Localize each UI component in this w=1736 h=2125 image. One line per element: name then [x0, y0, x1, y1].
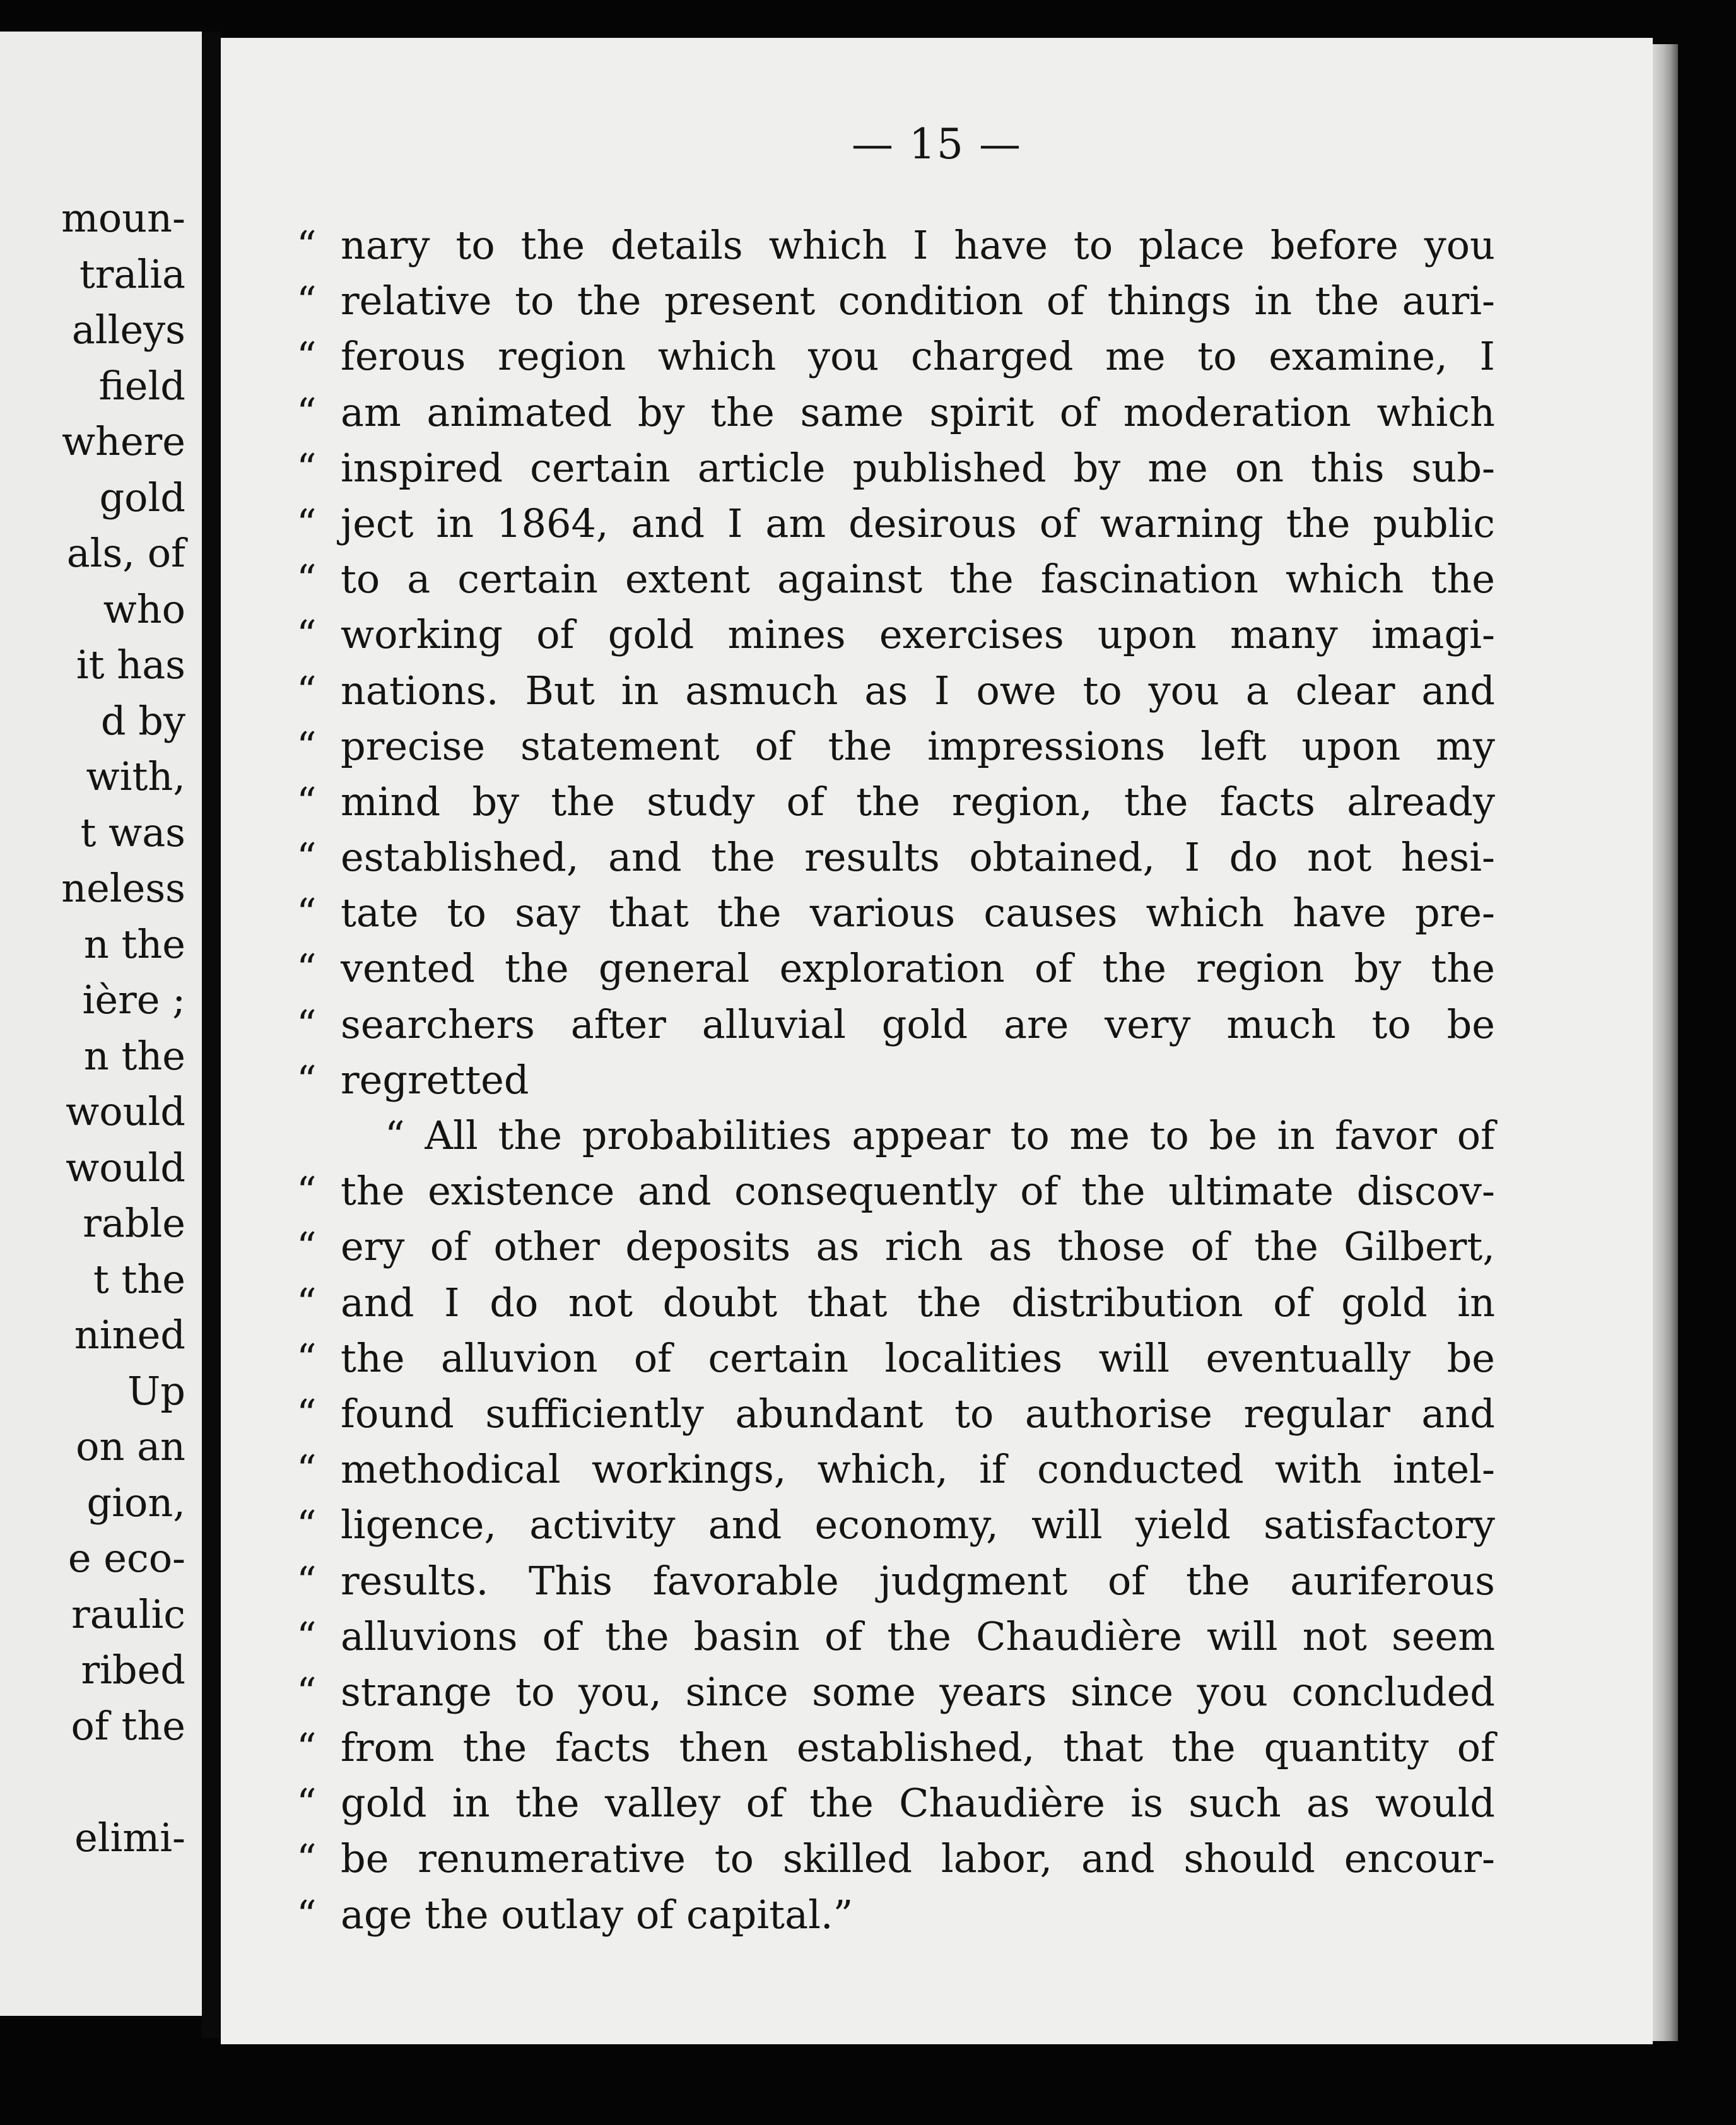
- left-line: d by: [100, 697, 185, 744]
- line-text: working of gold mines exercises upon many imagi-: [341, 611, 1495, 658]
- left-line: would: [66, 1144, 185, 1191]
- left-line: moun-: [61, 195, 185, 241]
- left-line: t the: [93, 1256, 185, 1302]
- quote-mark: “: [296, 1223, 317, 1270]
- quote-mark: “: [296, 389, 317, 435]
- left-line: with,: [86, 753, 185, 799]
- line-text: vented the general exploration of the region by the: [341, 945, 1495, 992]
- line-text: relative to the present condition of things in the auri-: [341, 278, 1495, 324]
- line-text: results. This favorable judgment of the auriferous: [341, 1557, 1495, 1604]
- left-line: nined: [74, 1312, 185, 1358]
- left-line: would: [66, 1088, 185, 1134]
- line-text: from the facts then established, that the quantity of: [341, 1724, 1495, 1771]
- line-text: strange to you, since some years since you concluded: [341, 1668, 1495, 1715]
- quote-mark: “: [296, 1557, 317, 1604]
- line-text: gold in the valley of the Chaudière is such as would: [341, 1780, 1495, 1827]
- line-text: found sufficiently abundant to authorise regular and: [341, 1390, 1495, 1437]
- quote-mark: “: [296, 611, 317, 658]
- left-line: tralia: [79, 250, 185, 297]
- quote-mark: “: [296, 1446, 317, 1493]
- left-line: n the: [83, 921, 185, 967]
- left-line: t was: [80, 809, 185, 856]
- left-line: Up: [127, 1367, 185, 1414]
- quote-mark: “: [296, 556, 317, 603]
- left-page-text: [61, 191, 185, 1866]
- quote-mark: “: [296, 1891, 317, 1938]
- left-line: elimi-: [74, 1814, 185, 1861]
- line-text: and I do not doubt that the distribution of gold in: [341, 1279, 1495, 1326]
- page-edge: [1653, 44, 1678, 2041]
- quote-mark: “: [296, 500, 317, 546]
- page-number: — 15 —: [852, 120, 1022, 168]
- quote-mark: “: [296, 945, 317, 992]
- book-gutter: [202, 32, 221, 2038]
- quote-mark: “: [296, 444, 317, 491]
- left-line: neless: [61, 865, 185, 911]
- left-line: rable: [83, 1200, 185, 1246]
- line-text: methodical workings, which, if conducted with intel-: [341, 1446, 1495, 1493]
- line-text: ligence, activity and economy, will yield satisfactory: [341, 1502, 1495, 1548]
- line-text: alluvions of the basin of the Chaudière will not seem: [341, 1613, 1495, 1659]
- left-line: ière ;: [82, 977, 185, 1023]
- quote-mark: “: [296, 1279, 317, 1326]
- left-line: e eco-: [67, 1535, 185, 1581]
- line-text: am animated by the same spirit of moderation which: [341, 389, 1495, 435]
- left-line: on an: [76, 1423, 185, 1469]
- quote-mark: “: [296, 1780, 317, 1827]
- left-line: gold: [99, 474, 185, 521]
- line-text: searchers after alluvial gold are very much to be: [341, 1001, 1495, 1047]
- line-text: “ All the probabilities appear to me to be in favor of: [385, 1112, 1495, 1158]
- line-text: tate to say that the various causes which have pre-: [341, 890, 1495, 936]
- left-line: n the: [83, 1032, 185, 1079]
- quote-mark: “: [296, 1835, 317, 1882]
- quote-mark: “: [296, 1056, 317, 1103]
- line-text: ery of other deposits as rich as those of the Gilbert,: [341, 1223, 1495, 1270]
- left-line: raulic: [71, 1591, 185, 1637]
- line-text: inspired certain article published by me on this sub-: [341, 444, 1495, 491]
- line-text: the alluvion of certain localities will eventually be: [341, 1334, 1495, 1381]
- line-text: established, and the results obtained, I do not hesi-: [341, 834, 1495, 881]
- left-line: als, of: [66, 530, 185, 576]
- quote-mark: “: [296, 1613, 317, 1659]
- quote-mark: “: [296, 834, 317, 881]
- right-page: [221, 38, 1653, 2044]
- quote-mark: “: [296, 278, 317, 324]
- quote-mark: “: [296, 667, 317, 714]
- line-text: regretted: [341, 1056, 529, 1103]
- left-line: where: [61, 418, 185, 464]
- quote-mark: “: [296, 222, 317, 268]
- line-text: to a certain extent against the fascination which the: [341, 556, 1495, 603]
- quote-mark: “: [296, 1668, 317, 1715]
- line-text: nations. But in asmuch as I owe to you a clear and: [341, 667, 1495, 714]
- line-text: age the outlay of capital.”: [341, 1891, 853, 1938]
- left-line: field: [98, 362, 185, 409]
- line-text: mind by the study of the region, the facts already: [341, 778, 1495, 825]
- line-text: the existence and consequently of the ultimate discov-: [341, 1168, 1495, 1215]
- left-line: who: [103, 586, 185, 632]
- line-text: be renumerative to skilled labor, and should encour-: [341, 1835, 1495, 1882]
- quote-mark: “: [296, 1724, 317, 1771]
- left-line: alleys: [71, 307, 185, 353]
- line-text: precise statement of the impressions left upon my: [341, 722, 1495, 769]
- quote-mark: “: [296, 778, 317, 825]
- left-line: ribed: [81, 1647, 185, 1693]
- quote-mark: “: [296, 890, 317, 936]
- left-line: [61, 1754, 185, 1810]
- line-text: ferous region which you charged me to examine, I: [341, 333, 1495, 380]
- quote-mark: “: [296, 1334, 317, 1381]
- quote-mark: “: [296, 1168, 317, 1215]
- left-line: of the: [71, 1702, 185, 1749]
- quote-mark: “: [296, 722, 317, 769]
- quote-mark: “: [296, 1502, 317, 1548]
- left-page: [0, 32, 202, 2016]
- quote-mark: “: [296, 1001, 317, 1047]
- line-text: ject in 1864, and I am desirous of warning the public: [341, 500, 1495, 546]
- quote-mark: “: [296, 333, 317, 380]
- line-text: nary to the details which I have to place before you: [341, 222, 1495, 268]
- left-line: gion,: [86, 1479, 185, 1526]
- quote-mark: “: [296, 1390, 317, 1437]
- left-line: it has: [76, 642, 185, 688]
